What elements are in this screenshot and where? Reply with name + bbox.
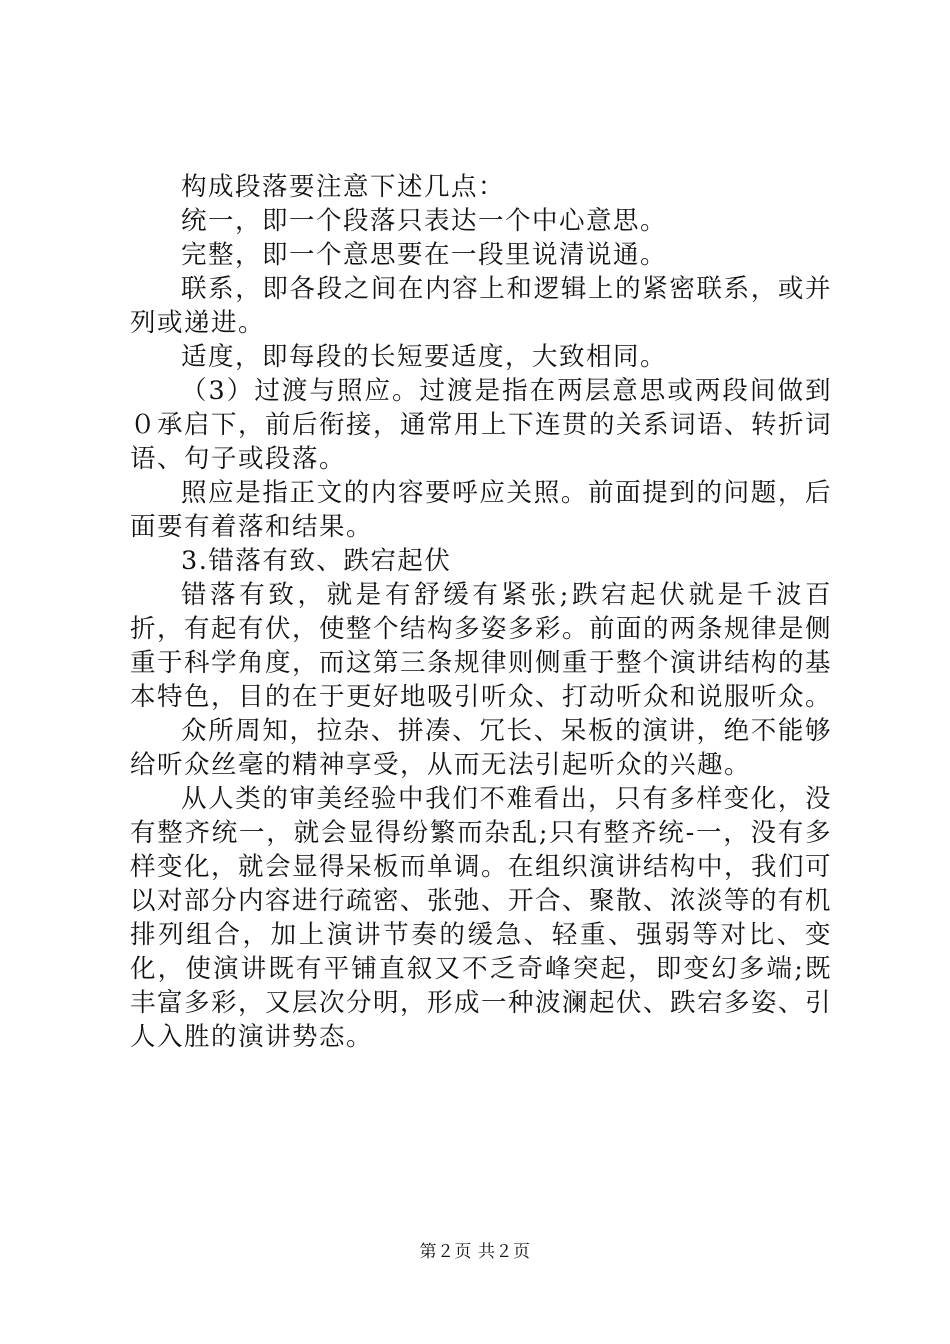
paragraph: （3）过渡与照应。过渡是指在两层意思或两段间做到０承启下，前后衔接，通常用上下连贯的关系词语、转折词语、句子或段落。: [130, 376, 833, 474]
paragraph: 众所周知，拉杂、拼凑、冗长、呆板的演讲，绝不能够给听众丝毫的精神享受，从而无法引起听众的兴趣。: [130, 716, 832, 780]
document-body: [130, 170, 832, 1054]
paragraph: 统一，即一个段落只表达一个中心意思。: [181, 206, 668, 236]
paragraph: 构成段落要注意下述几点：: [181, 172, 506, 202]
section-heading: 3.错落有致、跌宕起伏: [181, 546, 452, 576]
paragraph: 联系，即各段之间在内容上和逻辑上的紧密联系，或并列或递进。: [130, 274, 832, 338]
paragraph: 适度，即每段的长短要适度，大致相同。: [181, 342, 668, 372]
page-number-footer: 第２页 共２页: [419, 1242, 531, 1262]
paragraph: 错落有致，就是有舒缓有紧张;跌宕起伏就是千波百折，有起有伏，使整个结构多姿多彩。前面的两条规律是侧重于科学角度，而这第三条规律则侧重于整个演讲结构的基本特色，目的在于更好地吸引听众、打动听众和说服听众。: [130, 580, 833, 712]
paragraph: 照应是指正文的内容要呼应关照。前面提到的问题，后面要有着落和结果。: [130, 478, 832, 542]
paragraph: 完整，即一个意思要在一段里说清说通。: [181, 240, 668, 270]
paragraph: 从人类的审美经验中我们不难看出，只有多样变化，没有整齐统一，就会显得纷繁而杂乱;只有整齐统-一，没有多样变化，就会显得呆板而单调。在组织演讲结构中，我们可以对部分内容进行疏密、张弛、开合、聚散、浓淡等的有机排列组合，加上演讲节奏的缓急、轻重、强弱等对比、变化，使演讲既有平铺直叙又不乏奇峰突起，即变幻多端;既丰富多彩，又层次分明，形成一种波澜起伏、跌宕多姿、引人入胜的演讲势态。: [130, 784, 833, 1052]
